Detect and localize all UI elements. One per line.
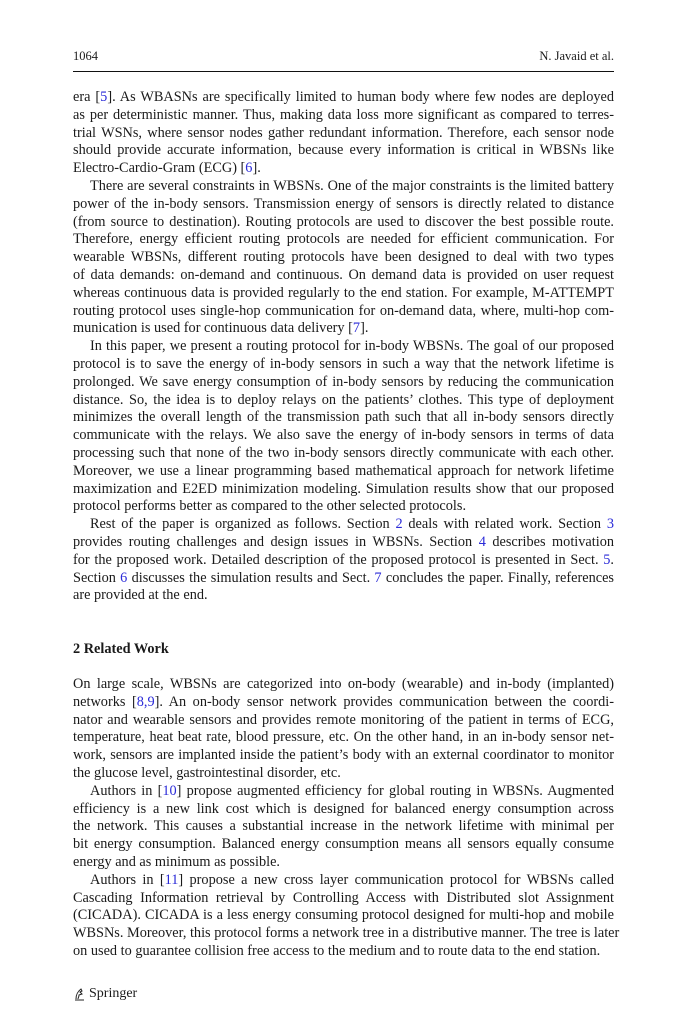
text-line: work, sensors are implanted inside the patient’s body with an external coordinator to monitor <box>73 747 614 764</box>
text-line: (CICADA). CICADA is a less energy consuming protocol designed for multi-hop and mobile <box>73 907 614 924</box>
text-line: wearable WBSNs, different routing protocols have been designed to deal with two types <box>73 249 614 266</box>
text-line: On large scale, WBSNs are categorized into on-body (wearable) and in-body (implanted) <box>73 676 614 692</box>
text-line: should provide accurate information, because every information is critical in WBSNs like <box>73 142 614 159</box>
text-line: minimizes the overall length of the transmission path such that all in-body sensors directly <box>73 409 614 426</box>
citation-link[interactable]: 2 <box>395 516 403 533</box>
text-line: the network. This causes a substantial increase in the network lifetime with minimal per <box>73 818 614 835</box>
citation-link[interactable]: 3 <box>606 516 614 533</box>
text-line: routing protocol uses single-hop communication for on-demand data, where, multi-hop com- <box>73 302 614 319</box>
text-line: bit energy consumption. Balanced energy consumption means all sensors equally consume <box>73 836 614 853</box>
text-line: whereas continuous data is provided regularly to the end station. For example, M-ATTEMPT <box>73 284 614 301</box>
text-line: era [5]. As WBASNs are specifically limited to human body where few nodes are deployed <box>73 89 614 105</box>
citation-link[interactable]: 11 <box>164 871 179 888</box>
citation-link[interactable]: 6 <box>245 160 253 177</box>
text-line: Authors in [10] propose augmented efficiency for global routing in WBSNs. Augmented <box>90 782 614 799</box>
text-line: networks [8,9]. An on-body sensor network provides communication between the coordi- <box>73 693 615 710</box>
text-line: temperature, heat beat rate, blood pressure, etc. On the other hand, in an in-body sensor net- <box>73 729 614 746</box>
publisher-name: Springer <box>89 986 138 1001</box>
text-line: Rest of the paper is organized as follows. Section 2 deals with related work. Section 3 <box>90 516 614 533</box>
text-line: trial WSNs, where sensor nodes gather redundant information. Therefore, each sensor node <box>73 124 614 141</box>
text-line: munication is used for continuous data delivery [7]. <box>73 320 369 337</box>
text-line: processing such that none of the two in-body sensors directly communicate with each other. <box>73 444 614 461</box>
text-line: provides routing challenges and design issues in WBSNs. Section 4 describes motivation <box>73 533 615 550</box>
citation-link[interactable]: 5 <box>100 89 108 105</box>
text-line: for the proposed work. Detailed description of the proposed protocol is presented in Sect. 5. <box>73 551 614 568</box>
text-line: WBSNs. Moreover, this protocol forms a network tree in a distributive manner. The tree is later <box>73 925 620 942</box>
citation-link[interactable]: 5 <box>603 551 611 568</box>
related-work-body <box>73 676 620 961</box>
text-line: efficiency is a new link cost which is designed for balanced energy consumption across <box>73 800 614 817</box>
text-line: the glucose level, gastrointestinal disorder, etc. <box>73 764 341 781</box>
text-line: Moreover, we use a linear programming based mathematical approach for network lifetime <box>73 462 614 479</box>
page-number: 1064 <box>73 49 98 63</box>
running-head-authors: N. Javaid et al. <box>539 49 614 63</box>
text-line: power of the in-body sensors. Transmission energy of sensors is directly related to distance <box>73 195 614 212</box>
citation-link[interactable]: 10 <box>162 782 177 799</box>
text-line: as per deterministic manner. Thus, making data loss more significant as compared to terres- <box>73 106 614 123</box>
text-line: nator and wearable sensors and provides remote monitoring of the patient in terms of ECG, <box>73 711 614 728</box>
text-line: (from source to destination). Routing protocols are used to discover the best possible route. <box>73 213 614 230</box>
text-line: protocol performs better as compared to the other selected protocols. <box>73 498 467 515</box>
citation-link[interactable]: 4 <box>478 533 486 550</box>
text-line: maximization and E2ED minimization modeling. Simulation results show that our proposed <box>73 480 614 497</box>
text-line: Authors in [11] propose a new cross layer communication protocol for WBSNs called <box>90 871 614 888</box>
text-line: communicate with the relays. We also save the energy of in-body sensors in terms of data <box>73 427 614 444</box>
text-line: Cascading Information retrieval by Controlling Access with Distributed slot Assignment <box>73 889 614 906</box>
citation-link[interactable]: 7 <box>352 320 361 337</box>
intro-body <box>73 89 614 605</box>
text-line: prolonged. We save energy consumption of in-body sensors by reducing the communication <box>73 373 614 390</box>
header-rule <box>73 71 614 72</box>
text-line: protocol is to save the energy of in-body sensors in such a way that the network lifetime is <box>73 355 614 372</box>
citation-link[interactable]: 6 <box>120 569 128 586</box>
text-line: Electro-Cardio-Gram (ECG) [6]. <box>73 160 261 177</box>
text-line: of data demands: on-demand and continuous. On demand data is provided on user request <box>73 266 614 283</box>
publisher-logo <box>73 986 137 1002</box>
text-line: In this paper, we present a routing protocol for in-body WBSNs. The goal of our proposed <box>90 338 614 355</box>
text-line: are provided at the end. <box>73 587 208 604</box>
text-line: distance. So, the idea is to deploy relays on the patients’ clothes. This type of deployment <box>73 391 614 408</box>
text-line: on used to guarantee collision free access to the medium and to route data to the end station. <box>73 942 601 959</box>
text-line: Section 6 discusses the simulation results and Sect. 7 concludes the paper. Finally, references <box>73 569 614 586</box>
text-line: energy and as minimum as possible. <box>73 853 281 870</box>
citation-link[interactable]: 8,9 <box>136 693 155 710</box>
citation-link[interactable]: 7 <box>374 569 382 586</box>
section-heading: 2 Related Work <box>73 641 169 657</box>
springer-horse-icon <box>73 987 85 1001</box>
text-line: Therefore, energy efficient routing protocols are needed for efficient communication. For <box>73 231 614 248</box>
text-line: There are several constraints in WBSNs. One of the major constraints is the limited battery <box>90 177 614 194</box>
